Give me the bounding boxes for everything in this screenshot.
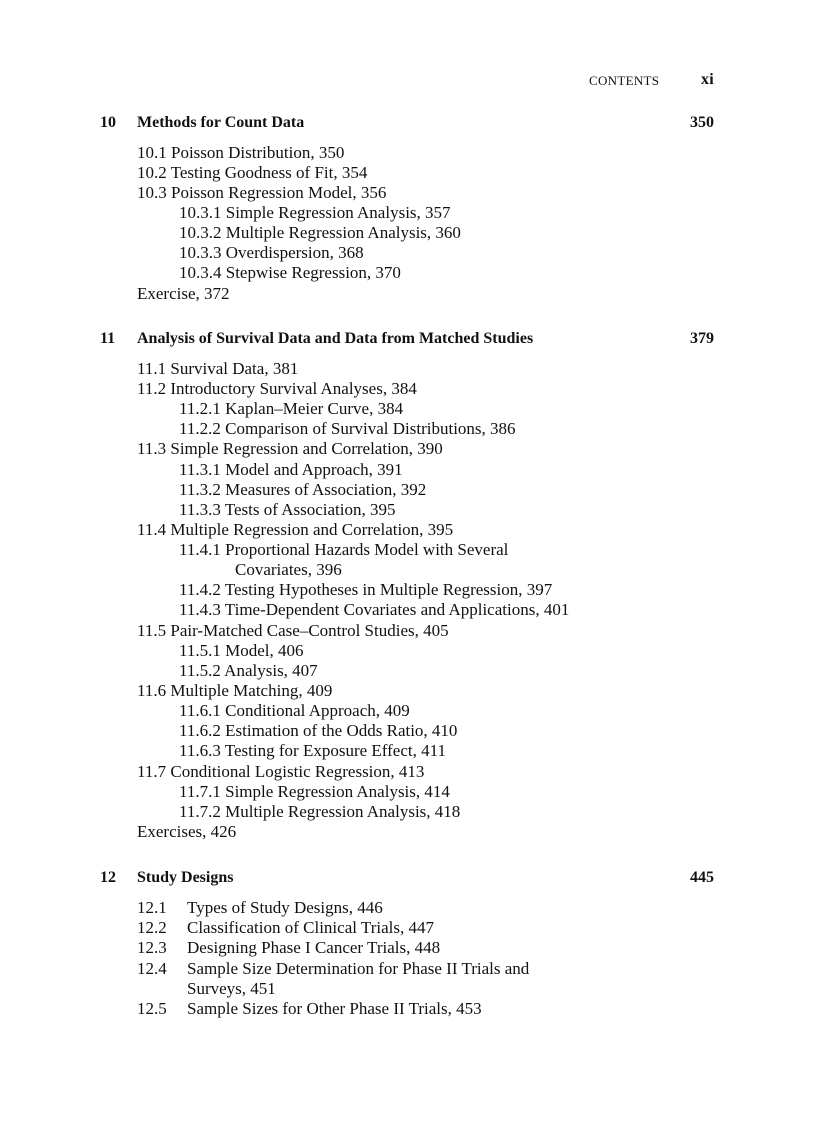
toc-section-title: Types of Study Designs, 446 bbox=[187, 898, 383, 917]
toc-subsection: 11.7.1 Simple Regression Analysis, 414 bbox=[179, 782, 450, 801]
toc-section: 11.3 Simple Regression and Correlation, 390 bbox=[137, 439, 443, 458]
chapter-page: 445 bbox=[690, 869, 714, 886]
chapter-page: 379 bbox=[690, 330, 714, 347]
toc-section-number: 12.5 bbox=[137, 999, 167, 1018]
toc-subsection: 11.4.1 Proportional Hazards Model with Several bbox=[179, 540, 509, 559]
toc-subsection: 11.6.2 Estimation of the Odds Ratio, 410 bbox=[179, 721, 458, 740]
toc-section-number: 12.2 bbox=[137, 918, 167, 937]
toc-subsection: 11.7.2 Multiple Regression Analysis, 418 bbox=[179, 802, 461, 821]
toc-section-title: Designing Phase I Cancer Trials, 448 bbox=[187, 938, 441, 957]
toc-subsection: 11.2.1 Kaplan–Meier Curve, 384 bbox=[179, 399, 404, 418]
toc-section: 10.3 Poisson Regression Model, 356 bbox=[137, 183, 387, 202]
toc-section: 11.7 Conditional Logistic Regression, 413 bbox=[137, 762, 425, 781]
toc-section-title: Sample Sizes for Other Phase II Trials, 453 bbox=[187, 999, 482, 1018]
toc-subsection: 11.2.2 Comparison of Survival Distributions, 386 bbox=[179, 419, 516, 438]
toc-section-title-continuation: Surveys, 451 bbox=[187, 979, 276, 998]
chapter-title: Study Designs bbox=[137, 869, 234, 886]
chapter-number: 10 bbox=[100, 114, 116, 131]
chapter-number: 11 bbox=[100, 330, 116, 347]
toc-section-number: 12.1 bbox=[137, 898, 167, 917]
toc-section-title: Classification of Clinical Trials, 447 bbox=[187, 918, 434, 937]
toc-exercises: Exercise, 372 bbox=[137, 284, 230, 303]
toc-section: 11.2 Introductory Survival Analyses, 384 bbox=[137, 379, 417, 398]
running-header-page-number: xi bbox=[701, 71, 715, 88]
toc-subsection: 11.6.3 Testing for Exposure Effect, 411 bbox=[179, 741, 446, 760]
toc-section-number: 12.3 bbox=[137, 938, 167, 957]
toc-section-title: Sample Size Determination for Phase II Trials and bbox=[187, 959, 530, 978]
toc-subsection: 11.4.2 Testing Hypotheses in Multiple Regression, 397 bbox=[179, 580, 553, 599]
toc-section: 11.4 Multiple Regression and Correlation, 395 bbox=[137, 520, 454, 539]
toc-subsection: 11.5.2 Analysis, 407 bbox=[179, 661, 318, 680]
toc-subsection: 10.3.2 Multiple Regression Analysis, 360 bbox=[179, 223, 461, 242]
toc-section: 10.1 Poisson Distribution, 350 bbox=[137, 143, 345, 162]
toc-subsection: 11.5.1 Model, 406 bbox=[179, 641, 304, 660]
toc-subsection: 11.4.3 Time-Dependent Covariates and Applications, 401 bbox=[179, 600, 570, 619]
toc-subsection: 10.3.4 Stepwise Regression, 370 bbox=[179, 263, 401, 282]
toc-subsection: 10.3.3 Overdispersion, 368 bbox=[179, 243, 364, 262]
toc-section: 11.5 Pair-Matched Case–Control Studies, 405 bbox=[137, 621, 449, 640]
toc-subsection-continuation: Covariates, 396 bbox=[235, 560, 342, 579]
toc-subsection: 11.3.3 Tests of Association, 395 bbox=[179, 500, 396, 519]
toc-subsection: 10.3.1 Simple Regression Analysis, 357 bbox=[179, 203, 451, 222]
chapter-page: 350 bbox=[690, 114, 714, 131]
chapter-number: 12 bbox=[100, 869, 116, 886]
toc-section: 10.2 Testing Goodness of Fit, 354 bbox=[137, 163, 368, 182]
toc-subsection: 11.3.2 Measures of Association, 392 bbox=[179, 480, 427, 499]
chapter-title: Analysis of Survival Data and Data from Matched Studies bbox=[137, 330, 534, 347]
toc-section: 11.1 Survival Data, 381 bbox=[137, 359, 299, 378]
toc-section: 11.6 Multiple Matching, 409 bbox=[137, 681, 333, 700]
chapter-title: Methods for Count Data bbox=[137, 114, 305, 131]
toc-exercises: Exercises, 426 bbox=[137, 822, 237, 841]
running-header-title: CONTENTS bbox=[589, 73, 660, 88]
toc-subsection: 11.3.1 Model and Approach, 391 bbox=[179, 460, 403, 479]
toc-subsection: 11.6.1 Conditional Approach, 409 bbox=[179, 701, 410, 720]
toc-section-number: 12.4 bbox=[137, 959, 167, 978]
